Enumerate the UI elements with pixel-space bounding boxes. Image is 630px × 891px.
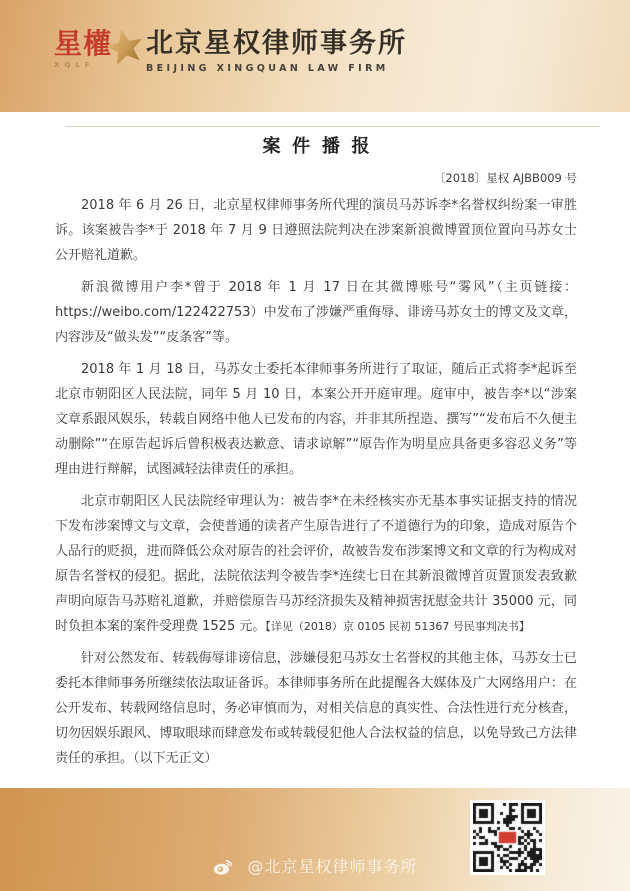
gold-star-icon bbox=[104, 26, 146, 72]
footer-band bbox=[0, 788, 630, 891]
paragraph-3: 2018 年 1 月 18 日，马苏女士委托本律师事务所进行了取证，随后正式将李*起诉至北京市朝阳区人民法院，同年 5 月 10 日，本案公开开庭审理。庭审中，被告李*以“涉案文章系跟风娱乐，转载自网络中他人已发布的内容，并非其所捏造、撰写”“发布后不久便主动删除”“在原告起诉后曾积极表达歉意、请求谅解”“原告作为明星应具备更多容忍义务”等理由进行辩解，试图减轻法律责任的承担。 bbox=[55, 362, 577, 477]
firm-name-english: BEIJING XINGQUAN LAW FIRM bbox=[146, 63, 389, 75]
firm-logo bbox=[54, 27, 407, 75]
logo-seal-mark bbox=[54, 27, 132, 69]
paragraph-1: 2018 年 6 月 26 日，北京星权律师事务所代理的演员马苏诉李*名誉权纠纷案一审胜诉。该案被告李*于 2018 年 7 月 9 日遵照法院判决在涉案新浪微博置顶位置向马苏女士公开赔礼道歉。 bbox=[55, 198, 577, 263]
paragraph-4: 北京市朝阳区人民法院经审理认为：被告李*在未经核实亦无基本事实证据支持的情况下发布涉案博文与文章，会使普通的读者产生原告进行了不道德行为的印象，造成对原告个人品行的贬损，进而降低公众对原告的社会评价，故被告发布涉案博文和文章的行为构成对原告名誉权的侵犯。据此，法院依法判令被告李*连续七日在其新浪微博首页置顶发表致歉声明向原告马苏赔礼道歉，并赔偿原告马苏经济损失及精神损害抚慰金共计 35000 元，同时负担本案的案件受理费 1525 元。【详见（2018）京 0105 民初 51367 号民事判决书】 bbox=[55, 494, 577, 634]
paragraphs bbox=[55, 193, 577, 771]
weibo-handle-text: @北京星权律师事务所 bbox=[247, 857, 418, 876]
logo-seal-characters: 星權 bbox=[54, 27, 113, 60]
page-title: 案件播报 bbox=[262, 136, 382, 157]
paragraph-5: 针对公然发布、转载侮辱诽谤信息，涉嫌侵犯马苏女士名誉权的其他主体，马苏女士已委托本律师事务所继续依法取证备诉。本律师事务所在此提醒各大媒体及广大网络用户：在公开发布、转载网络信息时，务必审慎而为，对相关信息的真实性、合法性进行充分核查，切勿因娱乐跟风、博取眼球而肆意发布或转载侵犯他人合法权益的信息，以免导致己方法律责任的承担。（以下无正文） bbox=[55, 651, 577, 766]
paragraph-2: 新浪微博用户李*曾于 2018 年 1 月 17 日在其微博账号“雾风”（主页链接：https://weibo.com/122422753）中发布了涉嫌严重侮辱、诽谤马苏女士的博文及文章，内容涉及“做头发”“皮条客”等。 bbox=[55, 280, 577, 345]
document-body bbox=[0, 112, 630, 837]
logo-acronym: XQLF bbox=[54, 61, 95, 69]
document-number: 〔2018〕星权 AJBB009 号 bbox=[433, 171, 577, 185]
header-band bbox=[0, 0, 630, 112]
weibo-handle bbox=[0, 854, 630, 881]
firm-name-block bbox=[146, 28, 407, 74]
weibo-icon bbox=[212, 855, 234, 881]
judgment-citation: 【详见（2018）京 0105 民初 51367 号民事判决书】 bbox=[265, 620, 530, 633]
firm-name-chinese: 北京星权律师事务所 bbox=[146, 28, 407, 59]
